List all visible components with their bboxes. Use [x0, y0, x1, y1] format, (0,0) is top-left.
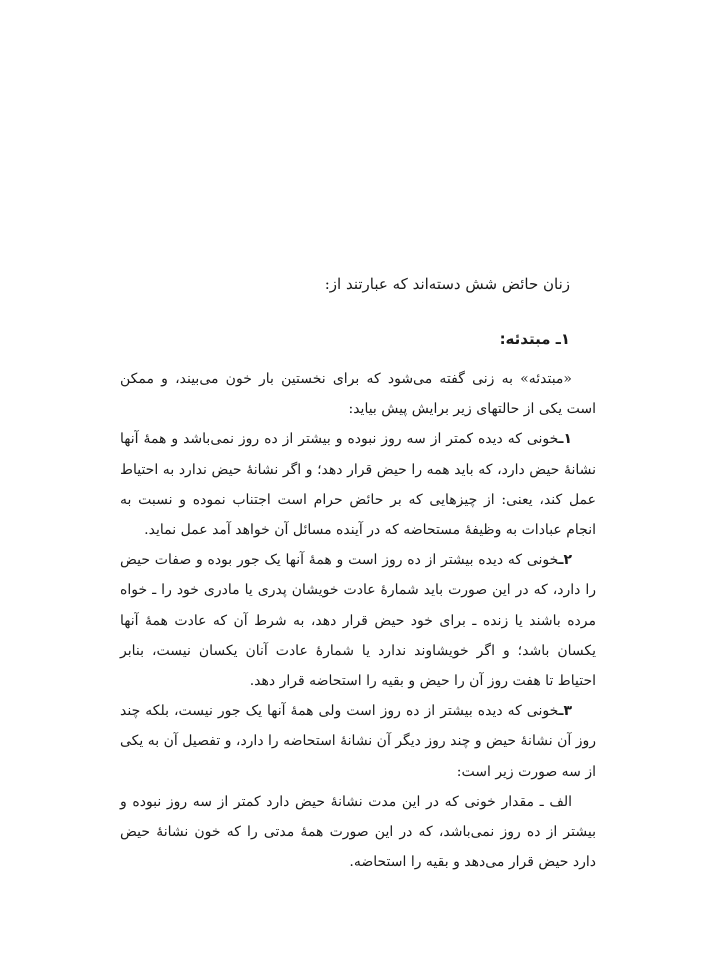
body-text — [120, 364, 596, 877]
case-paragraph-2 — [120, 545, 596, 696]
case-number: ۳ـ — [558, 703, 572, 720]
case-number: ۲ـ — [558, 552, 572, 569]
case-text: خونی که دیده بیشتر از ده روز است و همهٔ آنها یک جور بوده و صفات حیض را دارد، که در این صورت باید شمارهٔ عادت خویشان پدری یا مادری خود را ـ خواه مرده باشند یا زنده ـ برای خود حیض قرار دهد، به شرط آن که عادت همهٔ آنها یکسان باشد؛ و اگر خویشاوند ندارد یا شمارهٔ عادت آنان یکسان نیست، بنابر احتیاط تا هفت روز آن را حیض و بقیه را استحاضه قرار دهد. — [120, 552, 596, 690]
case-paragraph-3 — [120, 696, 596, 787]
definition-paragraph: «مبتدئه» به زنی گفته می‌شود که برای نخستین بار خون می‌بیند، و ممکن است یکی از حالتهای زیر برایش پیش بیاید: — [120, 371, 596, 418]
case-paragraph-1 — [120, 424, 596, 545]
subcase-paragraph: الف ـ مقدار خونی که در این مدت نشانهٔ حیض دارد کمتر از سه روز نبوده و بیشتر از ده روز نمی‌باشد، که در این صورت همهٔ مدتی را که خون نشانهٔ حیض دارد حیض قرار می‌دهد و بقیه را استحاضه. — [120, 793, 596, 871]
case-number: ۱ـ — [558, 431, 572, 448]
case-text: خونی که دیده کمتر از سه روز نبوده و بیشتر از ده روز نمی‌باشد و همهٔ آنها نشانهٔ حیض دارد، که باید همه را حیض قرار دهد؛ و اگر نشانهٔ حیض ندارد به احتیاط عمل کند، یعنی: از چیزهایی که بر حائض حرام است اجتناب نموده و نسبت به انجام عبادات به وظیفهٔ مستحاضه که در آینده مسائل آن خواهد آمد عمل نماید. — [120, 431, 596, 539]
section-heading: ۱ـ مبتدئه: — [499, 330, 570, 348]
intro-line: زنان حائض شش دسته‌اند که عبارتند از: — [324, 275, 570, 293]
case-text: خونی که دیده بیشتر از ده روز است ولی همهٔ آنها یک جور نیست، بلکه چند روز آن نشانهٔ حیض و چند روز دیگر آن نشانهٔ استحاضه را دارد، و تفصیل آن به یکی از سه صورت زیر است: — [120, 703, 596, 780]
